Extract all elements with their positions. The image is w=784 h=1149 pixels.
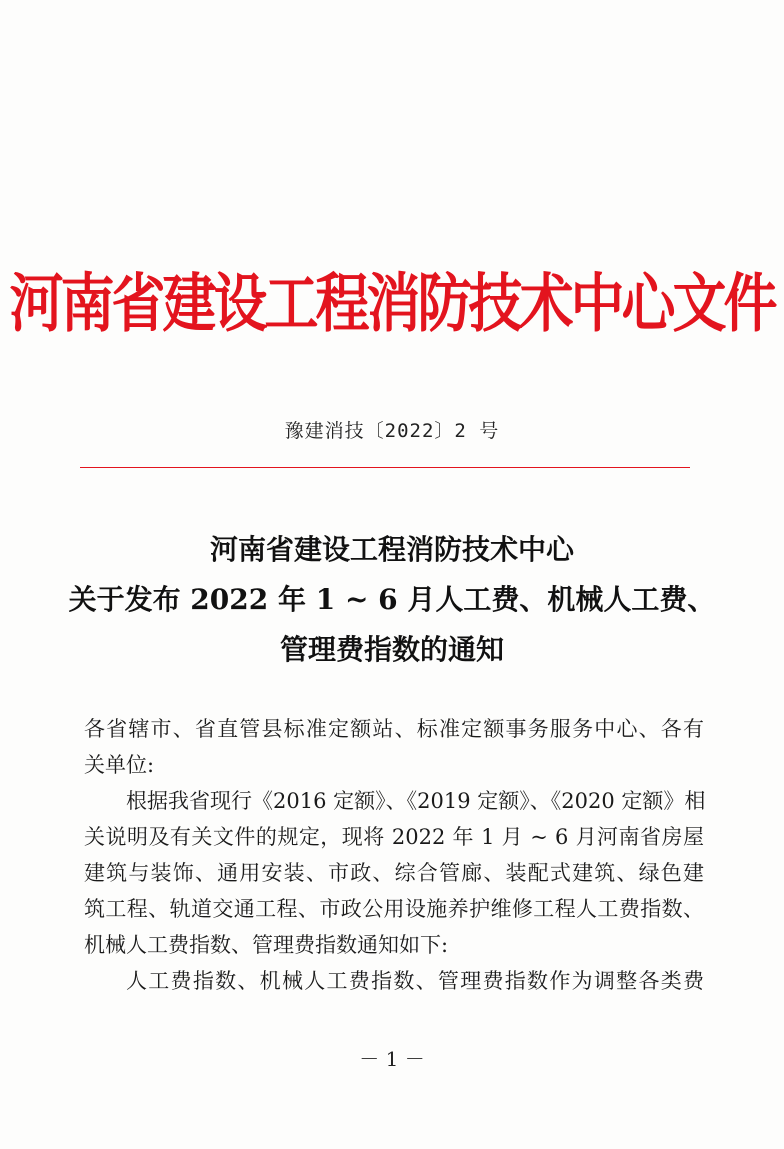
body-line-addressee-end: 关单位: bbox=[84, 753, 155, 777]
notice-title bbox=[0, 525, 784, 675]
title-line: 关于发布 2022 年 1 ~ 6 月人工费、机械人工费、 bbox=[68, 583, 716, 616]
body-line: 机械人工费指数、管理费指数通知如下: bbox=[84, 933, 449, 957]
body-line: 筑工程、轨道交通工程、市政公用设施养护维修工程人工费指数、 bbox=[84, 897, 704, 921]
body-line-addressee: 各省辖市、省直管县标准定额站、标准定额事务服务中心、各有 bbox=[84, 717, 704, 741]
body-line: 建筑与装饰、通用安装、市政、综合管廊、装配式建筑、绿色建 bbox=[84, 861, 704, 885]
body-line: 关说明及有关文件的规定，现将 2022 年 1 月 ~ 6 月河南省房屋 bbox=[84, 825, 704, 849]
title-line: 河南省建设工程消防技术中心 bbox=[209, 533, 574, 566]
body-line: 人工费指数、机械人工费指数、管理费指数作为调整各类费 bbox=[126, 969, 704, 993]
document-number: 豫建消技〔2022〕2 号 bbox=[284, 420, 500, 442]
red-divider-line bbox=[80, 467, 690, 468]
notice-body bbox=[84, 711, 704, 999]
page-number: － 1 － bbox=[359, 1047, 425, 1071]
body-line: 根据我省现行《2016 定额》、《2019 定额》、《2020 定额》相 bbox=[126, 789, 706, 813]
title-line: 管理费指数的通知 bbox=[279, 633, 504, 666]
masthead-title: 河南省建设工程消防技术中心文件 bbox=[9, 266, 775, 341]
